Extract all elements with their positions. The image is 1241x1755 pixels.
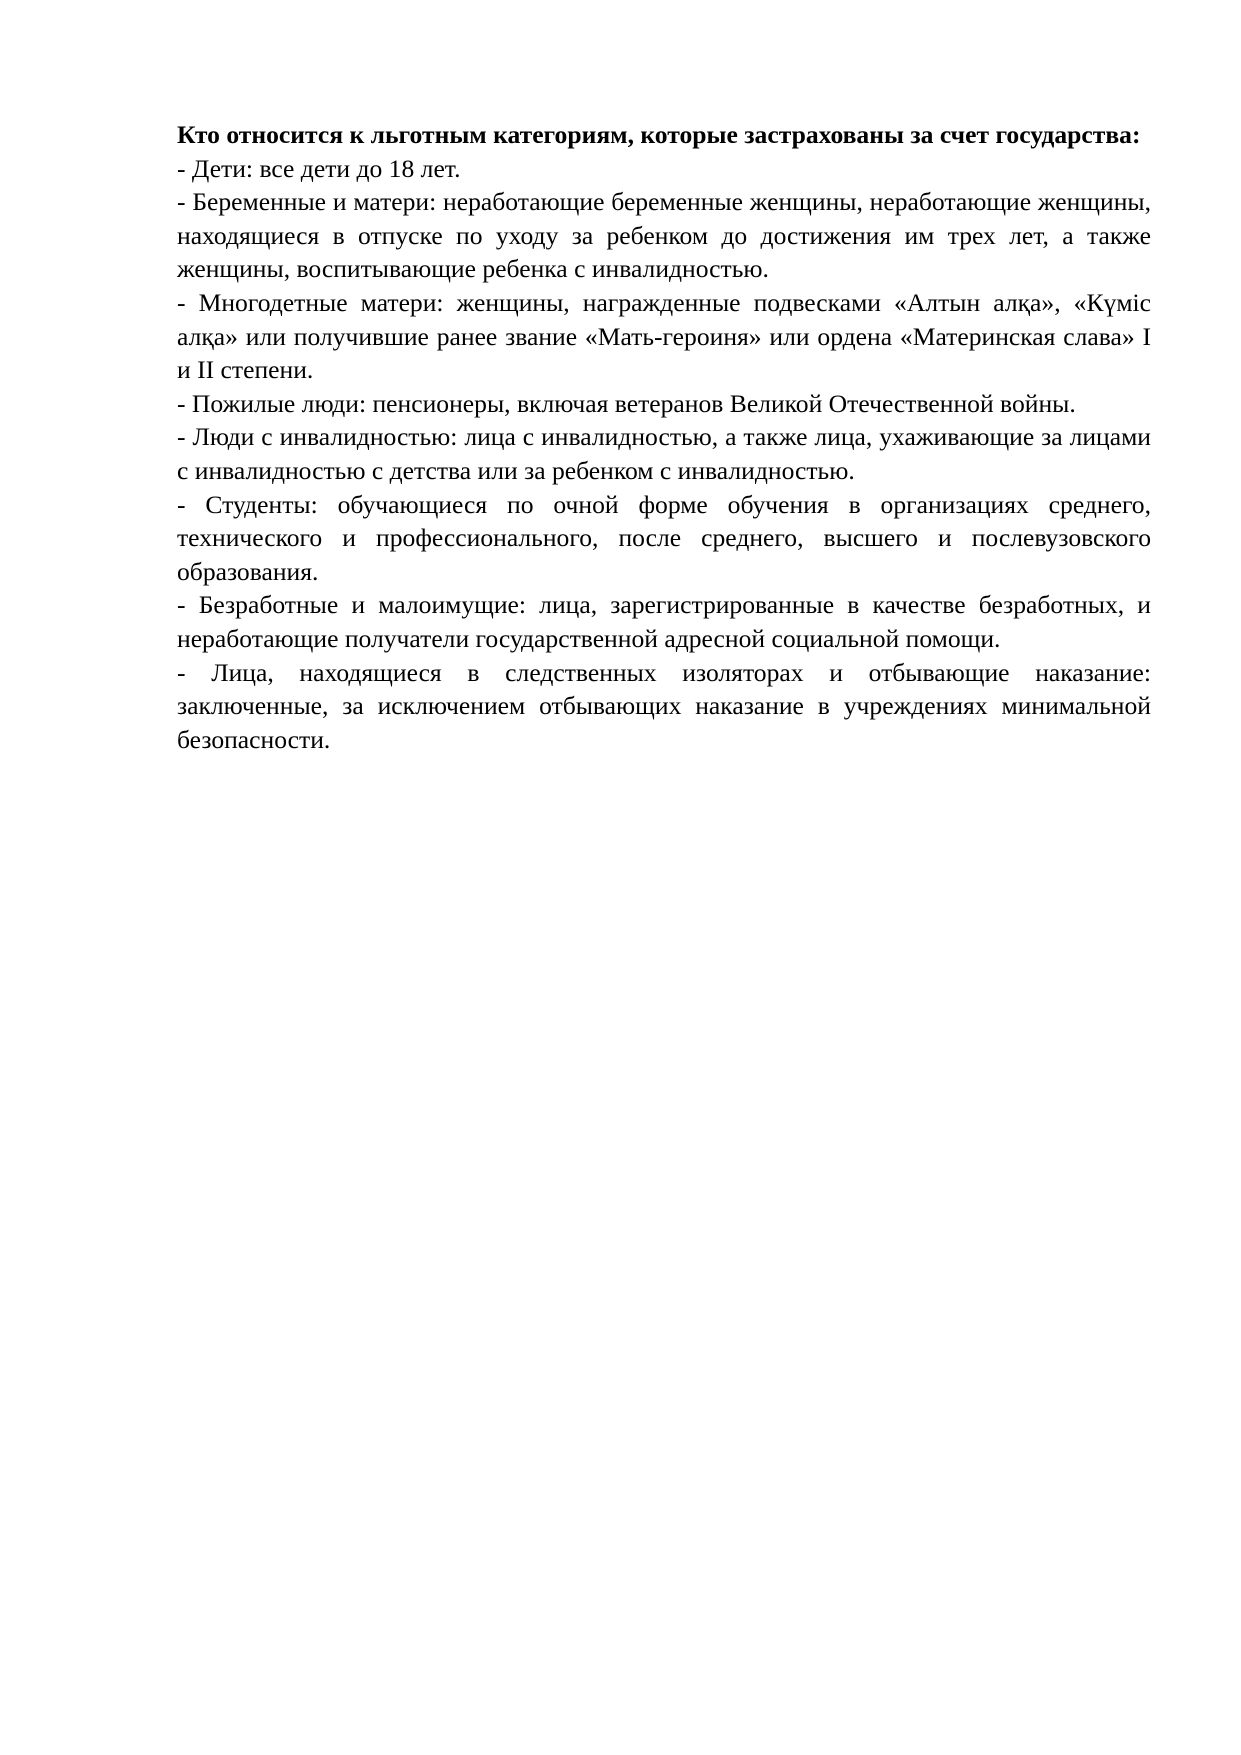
list-item-disabled: - Люди с инвалидностью: лица с инвалидностью, а также лица, ухаживающие за лицами с инвалидностью с детства или за ребенком с инвалидностью. xyxy=(177,422,1151,485)
list-item-unemployed: - Безработные и малоимущие: лица, зарегистрированные в качестве безработных, и неработающие получатели государственной адресной социальной помощи. xyxy=(177,590,1151,653)
list-item-detained: - Лица, находящиеся в следственных изоляторах и отбывающие наказание: заключенные, за исключением отбывающих наказание в учреждениях минимальной безопасности. xyxy=(177,657,1151,754)
list-item-mothers-of-many-children: - Многодетные матери: женщины, награжденные подвесками «Алтын алқа», «Күміс алқа» или получившие ранее звание «Мать-героиня» или ордена «Материнская слава» I и II степени. xyxy=(177,287,1151,385)
list-item-children: - Дети: все дети до 18 лет. xyxy=(177,153,461,183)
document-heading: Кто относится к льготным категориям, которые застрахованы за счет государства: xyxy=(177,120,1141,149)
list-item-elderly: - Пожилые люди: пенсионеры, включая ветеранов Великой Отечественной войны. xyxy=(177,388,1076,418)
list-item-students: - Студенты: обучающиеся по очной форме обучения в организациях среднего, технического и профессионального, после среднего, высшего и послевузовского образования. xyxy=(177,489,1151,586)
list-item-pregnant-and-mothers: - Беременные и матери: неработающие беременные женщины, неработающие женщины, находящиеся в отпуске по уходу за ребенком до достижения им трех лет, а также женщины, воспитывающие ребенка с инвалидностью. xyxy=(177,187,1151,284)
document-body xyxy=(177,118,1151,756)
